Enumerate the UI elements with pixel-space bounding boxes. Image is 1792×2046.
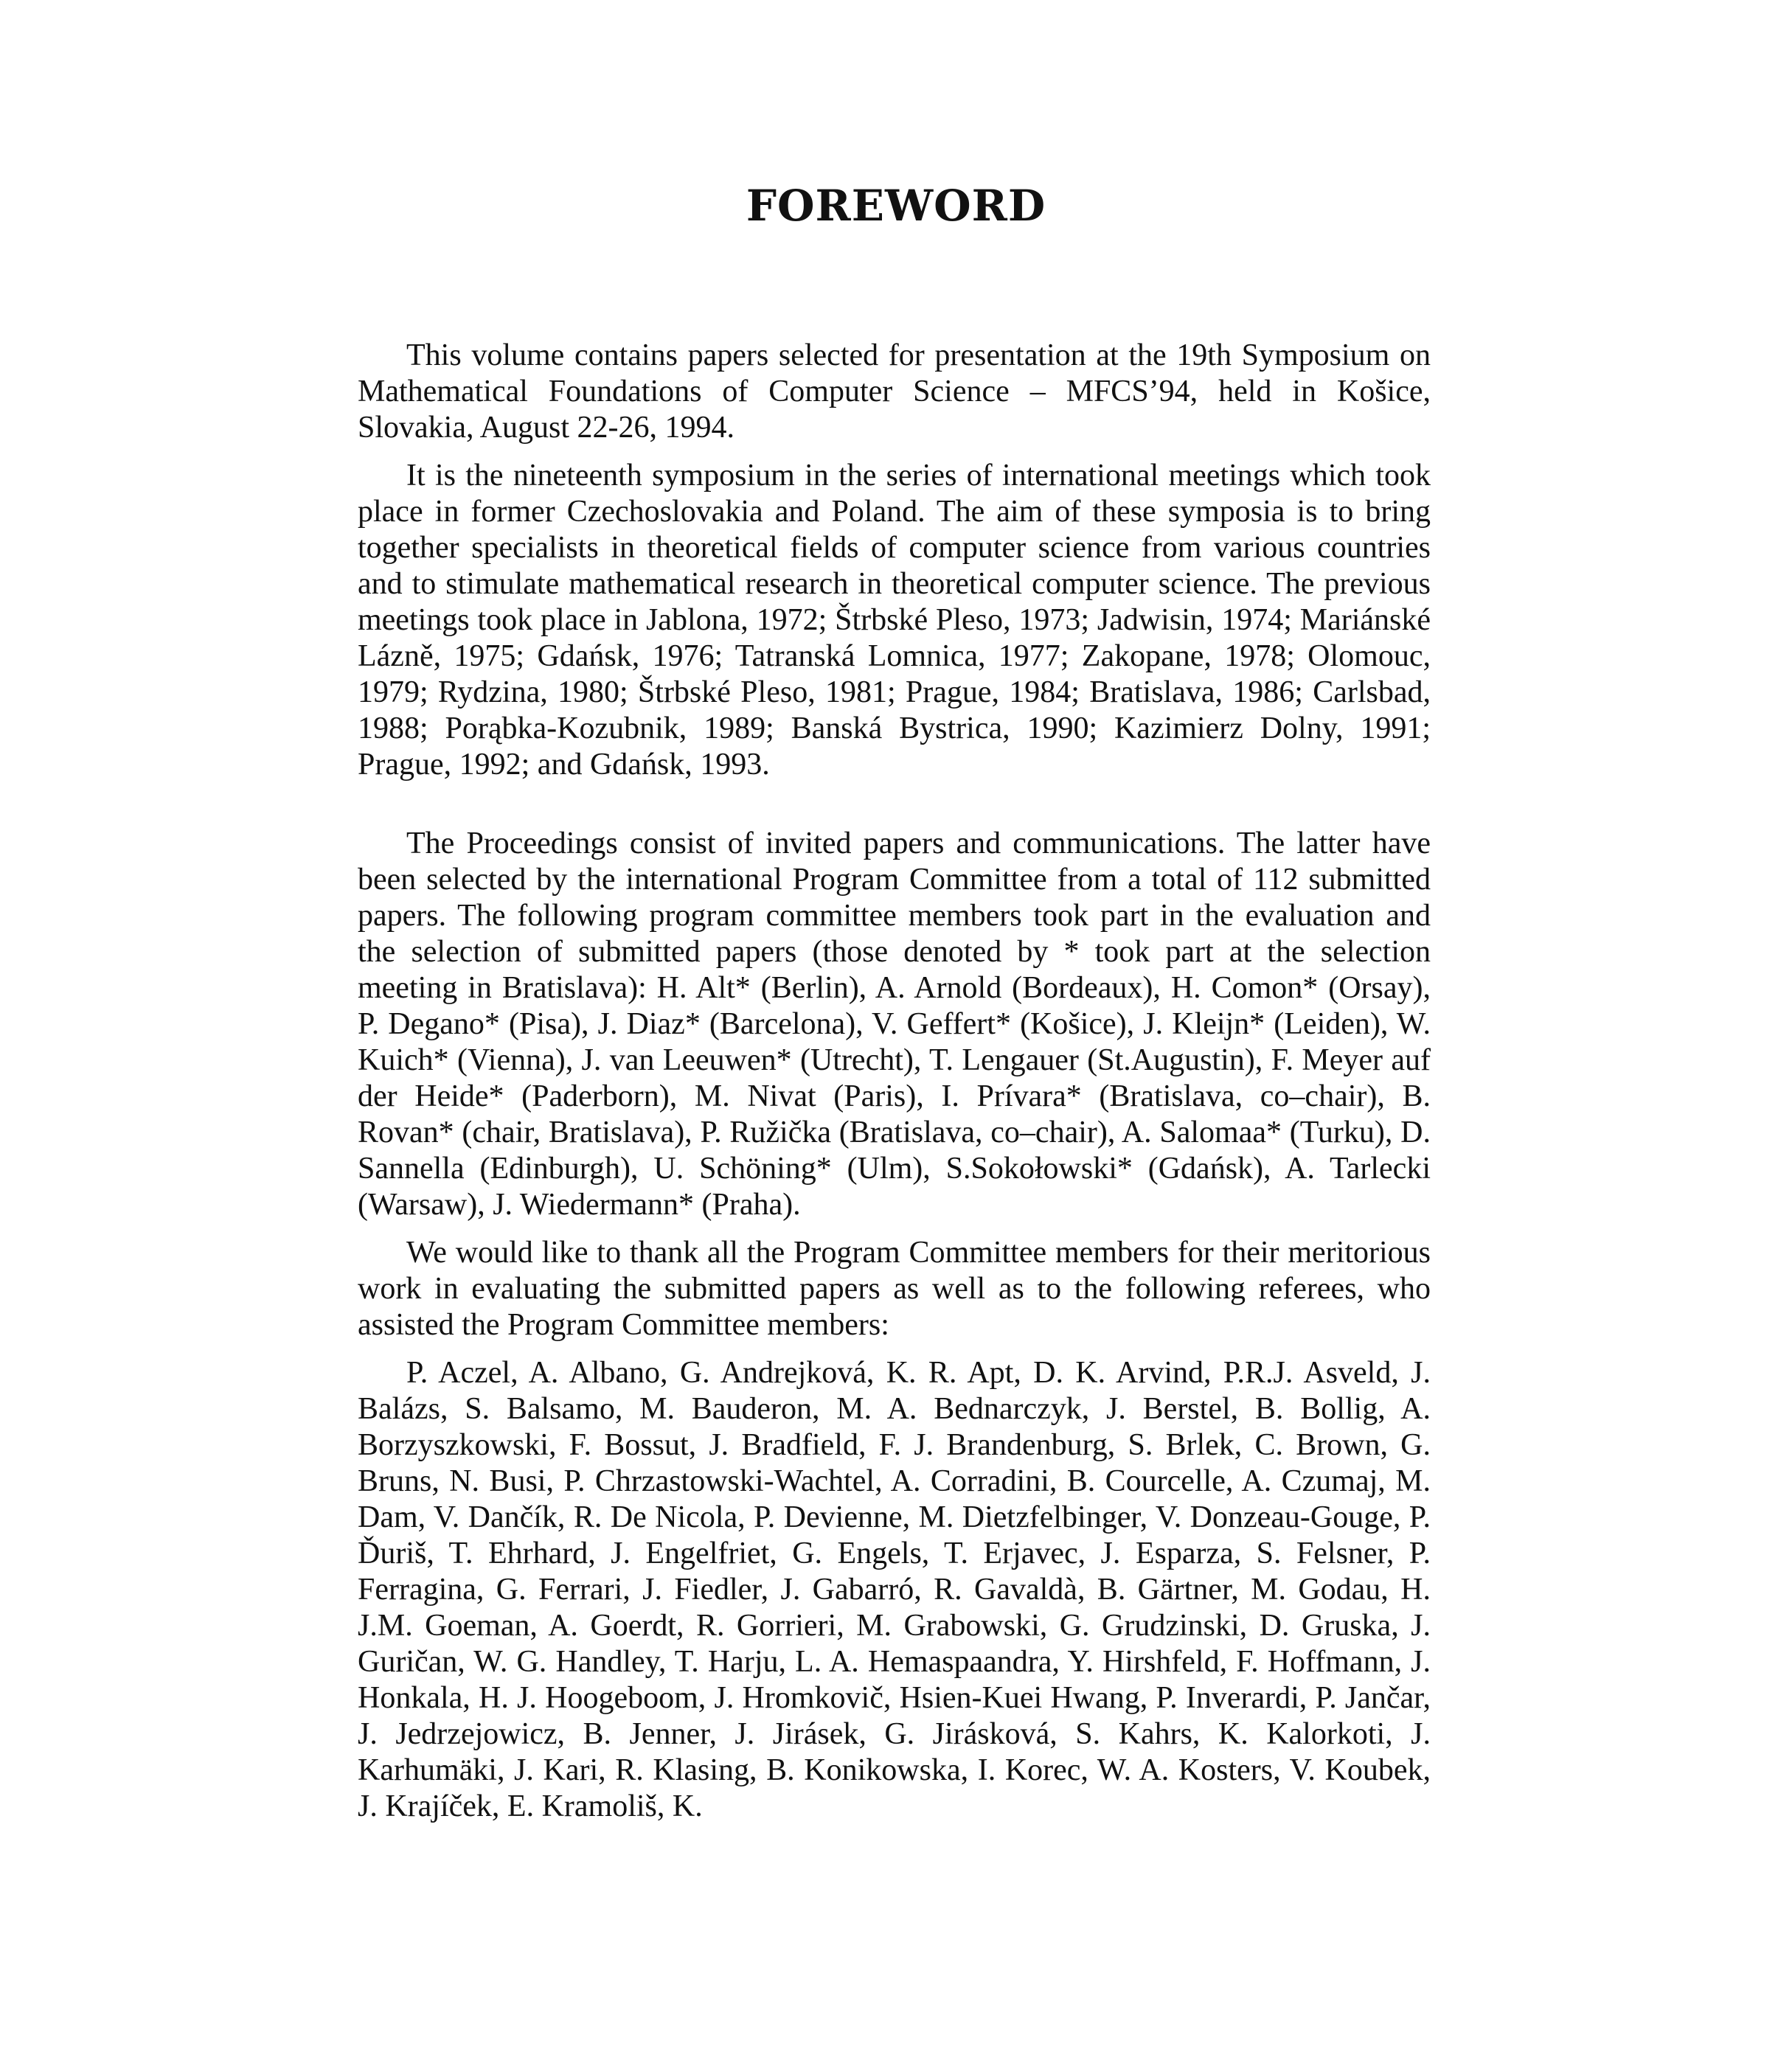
paragraph-thanks: We would like to thank all the Program Committee members for their meritorious work in evaluating the submitted papers as well as to the following referees, who assisted the Program Committee members: — [358, 1236, 1431, 1342]
page-title: FOREWORD — [746, 181, 1046, 231]
foreword-body — [358, 338, 1431, 1825]
paragraph-intro: This volume contains papers selected for presentation at the 19th Symposium on Mathematical Foundations of Computer Science – MFCS’94, held in Košice, Slovakia, August 22-26, 1994. — [358, 338, 1431, 445]
paragraph-referees: P. Aczel, A. Albano, G. Andrejková, K. R. Apt, D. K. Arvind, P.R.J. Asveld, J. Balázs, S. Balsamo, M. Bauderon, M. A. Bednarczyk, J. Berstel, B. Bollig, A. Borzyszkowski, F. Bossut, J. Bradfield, F. J. Brandenburg, S. Brlek, C. Brown, G. Bruns, N. Busi, P. Chrzastowski-Wachtel, A. Corradini, B. Courcelle, A. Czumaj, M. Dam, V. Dančík, R. De Nicola, P. Devienne, M. Dietzfelbinger, V. Donzeau-Gouge, P. Ďuriš, T. Ehrhard, J. Engelfriet, G. Engels, T. Erjavec, J. Esparza, S. Felsner, P. Ferragina, G. Ferrari, J. Fiedler, J. Gabarró, R. Gavaldà, B. Gärtner, M. Godau, H. J.M. Goeman, A. Goerdt, R. Gorrieri, M. Grabowski, G. Grudzinski, D. Gruska, J. Guričan, W. G. Handley, T. Harju, L. A. Hemaspaandra, Y. Hirshfeld, F. Hoffmann, J. Honkala, H. J. Hoogeboom, J. Hromkovič, Hsien-Kuei Hwang, P. Inverardi, P. Jančar, J. Jedrzejowicz, B. Jenner, J. Jirásek, G. Jirásková, S. Kahrs, K. Kalorkoti, J. Karhumäki, J. Kari, R. Klasing, B. Konikowska, I. Korec, W. A. Kosters, V. Koubek, J. Krajíček, E. Kramoliš, K. — [358, 1356, 1431, 1823]
paragraph-program-committee: The Proceedings consist of invited papers and communications. The latter have been selected by the international Program Committee from a total of 112 submitted papers. The following program committee members took part in the evaluation and the selection of submitted papers (those denoted by * took part at the selection meeting in Bratislava): H. Alt* (Berlin), A. Arnold (Bordeaux), H. Comon* (Orsay), P. Degano* (Pisa), J. Diaz* (Barcelona), V. Geffert* (Košice), J. Kleijn* (Leiden), W. Kuich* (Vienna), J. van Leeuwen* (Utrecht), T. Lengauer (St.Augustin), F. Meyer auf der Heide* (Paderborn), M. Nivat (Paris), I. Prívara* (Bratislava, co–chair), B. Rovan* (chair, Bratislava), P. Ružička (Bratislava, co–chair), A. Salomaa* (Turku), D. Sannella (Edinburgh), U. Schöning* (Ulm), S.Sokołowski* (Gdańsk), A. Tarlecki (Warsaw), J. Wiedermann* (Praha). — [358, 827, 1431, 1222]
paragraph-history: It is the nineteenth symposium in the series of international meetings which took place in former Czechoslovakia and Poland. The aim of these symposia is to bring together specialists in theoretical fields of computer science from various countries and to stimulate mathematical research in theoretical computer science. The previous meetings took place in Jablona, 1972; Štrbské Pleso, 1973; Jadwisin, 1974; Mariánské Lázně, 1975; Gdańsk, 1976; Tatranská Lomnica, 1977; Zakopane, 1978; Olomouc, 1979; Rydzina, 1980; Štrbské Pleso, 1981; Prague, 1984; Bratislava, 1986; Carlsbad, 1988; Porąbka-Kozubnik, 1989; Banská Bystrica, 1990; Kazimierz Dolny, 1991; Prague, 1992; and Gdańsk, 1993. — [358, 459, 1431, 782]
